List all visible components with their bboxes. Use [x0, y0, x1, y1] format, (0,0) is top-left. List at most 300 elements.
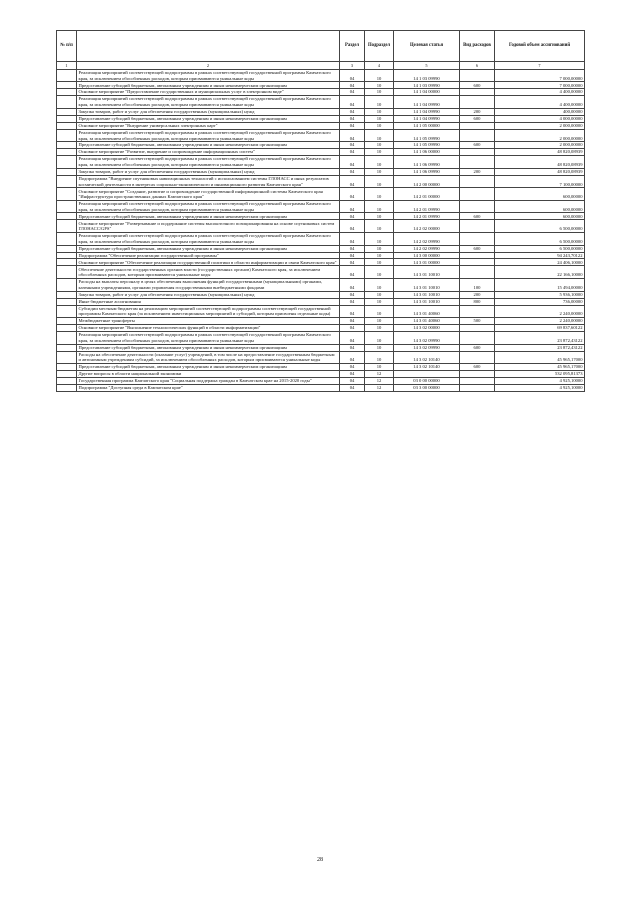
row-subsection: 10 [365, 149, 394, 156]
row-section: 04 [340, 96, 365, 109]
row-name: Расходы на выплаты персоналу в целях обеспечения выполнения функций государственными (муниципальными) органами, казенными учреждениями, органами управления государственными внебюджетными фондами [77, 279, 340, 292]
row-amount: 6 500,00000 [495, 232, 585, 245]
row-target-article: 14 3 01 10010 [394, 266, 460, 279]
row-number [57, 305, 77, 318]
row-subsection: 10 [365, 344, 394, 351]
row-amount: 7 000,00000 [495, 82, 585, 89]
row-amount: 6 500,00000 [495, 220, 585, 233]
row-target-article [394, 371, 460, 378]
row-target-article: 14 1 03 09990 [394, 69, 460, 82]
row-target-article: 03 0 00 00000 [394, 378, 460, 385]
row-target-article: 14 1 05 09990 [394, 129, 460, 142]
row-section: 04 [340, 245, 365, 252]
row-expense-type: 100 [460, 279, 495, 292]
budget-allocation-table [56, 30, 585, 392]
row-amount: 5 936,10000 [495, 291, 585, 298]
row-expense-type [460, 259, 495, 266]
column-number: 3 [340, 62, 365, 69]
row-number [57, 232, 77, 245]
row-section: 04 [340, 149, 365, 156]
table-row [57, 232, 585, 245]
row-expense-type: 600 [460, 115, 495, 122]
row-subsection: 10 [365, 266, 394, 279]
row-subsection: 10 [365, 213, 394, 220]
row-name: Закупка товаров, работ и услуг для обеспечения государственных (муниципальных) нужд [77, 168, 340, 175]
row-expense-type: 600 [460, 142, 495, 149]
table-row [57, 175, 585, 188]
row-amount: 24 406,10000 [495, 259, 585, 266]
row-subsection: 12 [365, 371, 394, 378]
row-amount: 2 000,00000 [495, 122, 585, 129]
row-expense-type [460, 122, 495, 129]
row-expense-type [460, 351, 495, 364]
row-expense-type [460, 149, 495, 156]
row-amount: 7 000,00000 [495, 69, 585, 82]
row-amount: 2 000,00000 [495, 129, 585, 142]
row-section: 04 [340, 115, 365, 122]
row-name: Основное мероприятие "Создание, развитие и сопровождение государственной информационной системы Камчатского края "Инфраструктура пространственных данных Камчатского края" [77, 188, 340, 201]
column-numbers-row [57, 62, 585, 69]
row-name: Реализация мероприятий соответствующей подпрограммы в рамках соответствующей государственной программы Камчатского края, за исключением обособленных расходов, которым присваиваются уникальные коды [77, 96, 340, 109]
row-section: 04 [340, 325, 365, 332]
row-name: Подпрограмма "Обеспечение реализации государственной программы" [77, 252, 340, 259]
table-row [57, 371, 585, 378]
row-amount: 45 965,17000 [495, 351, 585, 364]
header-expense-type: Вид расходов [460, 31, 495, 62]
table-row [57, 69, 585, 82]
row-subsection: 10 [365, 156, 394, 169]
row-number [57, 129, 77, 142]
column-number: 7 [495, 62, 585, 69]
row-name: Предоставление субсидий бюджетным, автономным учреждениям и иным некоммерческим организациям [77, 115, 340, 122]
row-name: Обеспечение деятельности государственных органов власти (государственных органов) Камчатского края, за исключением обособленных расходов, которым присваиваются уникальные коды [77, 266, 340, 279]
row-target-article: 14 1 06 09990 [394, 168, 460, 175]
table-row [57, 266, 585, 279]
column-number: 2 [77, 62, 340, 69]
row-subsection: 10 [365, 122, 394, 129]
row-name: Предоставление субсидий бюджетным, автономным учреждениям и иным некоммерческим организациям [77, 245, 340, 252]
row-name: Реализация мероприятий соответствующей подпрограммы в рамках соответствующей государственной программы Камчатского края, за исключением обособленных расходов, которым присваиваются уникальные коды [77, 156, 340, 169]
row-amount: 2 000,00000 [495, 142, 585, 149]
row-number [57, 188, 77, 201]
table-row [57, 344, 585, 351]
row-name: Подпрограмма "Доступная среда в Камчатском крае" [77, 385, 340, 392]
row-number [57, 149, 77, 156]
table-row [57, 318, 585, 325]
row-section: 04 [340, 332, 365, 345]
row-number [57, 252, 77, 259]
row-amount: 532 095,81373 [495, 371, 585, 378]
row-amount: 23 872,43122 [495, 332, 585, 345]
row-subsection: 12 [365, 378, 394, 385]
row-number [57, 220, 77, 233]
row-section: 04 [340, 89, 365, 96]
row-amount: 4 925,10000 [495, 378, 585, 385]
row-name: Реализация мероприятий соответствующей подпрограммы в рамках соответствующей государственной программы Камчатского края, за исключением обособленных расходов, которым присваиваются уникальные коды [77, 69, 340, 82]
column-number: 5 [394, 62, 460, 69]
row-amount: 22 166,10000 [495, 266, 585, 279]
row-subsection: 10 [365, 232, 394, 245]
table-row [57, 129, 585, 142]
row-number [57, 213, 77, 220]
row-name: Реализация мероприятий соответствующей подпрограммы в рамках соответствующей государственной программы Камчатского края, за исключением обособленных расходов, которым присваиваются уникальные коды [77, 129, 340, 142]
row-expense-type [460, 305, 495, 318]
row-section: 04 [340, 305, 365, 318]
row-target-article: 14 3 01 10010 [394, 298, 460, 305]
table-row [57, 259, 585, 266]
row-subsection: 10 [365, 325, 394, 332]
row-subsection: 10 [365, 69, 394, 82]
row-target-article: 14 3 02 10140 [394, 351, 460, 364]
table-row [57, 351, 585, 364]
table-row [57, 156, 585, 169]
row-target-article: 14 1 03 09990 [394, 82, 460, 89]
column-number: 4 [365, 62, 394, 69]
row-number [57, 69, 77, 82]
row-target-article: 14 2 01 00000 [394, 188, 460, 201]
row-number [57, 122, 77, 129]
row-name: Реализация мероприятий соответствующей подпрограммы в рамках соответствующей государственной программы Камчатского края, за исключением обособленных расходов, которым присваиваются уникальные коды [77, 332, 340, 345]
row-number [57, 82, 77, 89]
row-section: 04 [340, 291, 365, 298]
row-amount: 400,00000 [495, 108, 585, 115]
row-subsection: 10 [365, 82, 394, 89]
row-subsection: 10 [365, 168, 394, 175]
row-name: Основное мероприятие "Развертывание и поддержание системы высокоточного позиционирования на основе спутниковых систем ГЛОНАСС/GPS" [77, 220, 340, 233]
row-amount: 48 820,08939 [495, 149, 585, 156]
row-amount: 600,00000 [495, 188, 585, 201]
row-expense-type [460, 220, 495, 233]
table-row [57, 220, 585, 233]
row-name: Закупка товаров, работ и услуг для обеспечения государственных (муниципальных) нужд [77, 108, 340, 115]
row-target-article: 14 2 01 09990 [394, 213, 460, 220]
row-section: 04 [340, 220, 365, 233]
table-row [57, 332, 585, 345]
row-name: Основное мероприятие "Обеспечение реализации государственной политики в области информатизации и связи Камчатского края" [77, 259, 340, 266]
row-subsection: 10 [365, 252, 394, 259]
table-row [57, 252, 585, 259]
row-section: 04 [340, 200, 365, 213]
row-section: 04 [340, 122, 365, 129]
row-number [57, 298, 77, 305]
row-name: Основное мероприятие "Внедрение универсальных электронных карт" [77, 122, 340, 129]
row-number [57, 378, 77, 385]
row-name: Предоставление субсидий бюджетным, автономным учреждениям и иным некоммерческим организациям [77, 142, 340, 149]
row-expense-type [460, 252, 495, 259]
row-name: Предоставление субсидий бюджетным, автономным учреждениям и иным некоммерческим организациям [77, 213, 340, 220]
row-amount: 2 240,00000 [495, 305, 585, 318]
row-section: 04 [340, 344, 365, 351]
row-section: 04 [340, 351, 365, 364]
row-number [57, 325, 77, 332]
row-section: 04 [340, 252, 365, 259]
row-expense-type: 600 [460, 213, 495, 220]
row-section: 04 [340, 385, 365, 392]
row-expense-type [460, 188, 495, 201]
table-row [57, 122, 585, 129]
row-section: 04 [340, 318, 365, 325]
row-subsection: 10 [365, 142, 394, 149]
row-subsection: 10 [365, 298, 394, 305]
row-subsection: 10 [365, 279, 394, 292]
row-section: 04 [340, 108, 365, 115]
row-subsection: 10 [365, 115, 394, 122]
row-subsection: 10 [365, 332, 394, 345]
table-row [57, 298, 585, 305]
row-name: Подпрограмма "Внедрение спутниковых навигационных технологий с использованием системы ГЛОНАСС и иных результатов космической деятельности в интересах социально-экономического и инновационного развития Камчатского края" [77, 175, 340, 188]
row-target-article: 14 3 00 00000 [394, 252, 460, 259]
row-amount: 48 820,08939 [495, 168, 585, 175]
row-amount: 600,00000 [495, 200, 585, 213]
header-annual-amount: Годовой объем ассигнований [495, 31, 585, 62]
row-name: Иные бюджетные ассигнования [77, 298, 340, 305]
row-expense-type [460, 89, 495, 96]
row-name: Закупка товаров, работ и услуг для обеспечения государственных (муниципальных) нужд [77, 291, 340, 298]
row-subsection: 10 [365, 200, 394, 213]
header-section: Раздел [340, 31, 365, 62]
row-section: 04 [340, 298, 365, 305]
table-row [57, 149, 585, 156]
header-subsection: Подраздел [365, 31, 394, 62]
row-target-article: 14 3 02 09990 [394, 344, 460, 351]
row-amount: 48 820,08939 [495, 156, 585, 169]
row-section: 04 [340, 168, 365, 175]
row-name: Реализация мероприятий соответствующей подпрограммы в рамках соответствующей государственной программы Камчатского края, за исключением обособленных расходов, которым присваиваются уникальные коды [77, 232, 340, 245]
table-row [57, 279, 585, 292]
row-subsection: 10 [365, 259, 394, 266]
row-number [57, 364, 77, 371]
row-expense-type [460, 266, 495, 279]
row-number [57, 332, 77, 345]
row-expense-type: 600 [460, 344, 495, 351]
row-target-article: 14 1 04 09990 [394, 115, 460, 122]
row-amount: 45 965,17000 [495, 364, 585, 371]
row-amount: 2 240,00000 [495, 318, 585, 325]
row-expense-type: 500 [460, 318, 495, 325]
row-subsection: 10 [365, 96, 394, 109]
row-number [57, 371, 77, 378]
row-section: 04 [340, 279, 365, 292]
row-expense-type: 200 [460, 168, 495, 175]
row-section: 04 [340, 188, 365, 201]
table-row [57, 115, 585, 122]
page-number: 28 [317, 857, 323, 863]
row-subsection: 10 [365, 318, 394, 325]
row-subsection: 10 [365, 108, 394, 115]
row-number [57, 142, 77, 149]
row-subsection: 10 [365, 175, 394, 188]
row-number [57, 344, 77, 351]
row-amount: 6 500,00000 [495, 245, 585, 252]
row-name: Основное мероприятие "Выполнение технологических функций в области информатизации" [77, 325, 340, 332]
table-row [57, 385, 585, 392]
row-target-article: 14 3 01 00000 [394, 259, 460, 266]
row-target-article: 03 3 00 00000 [394, 385, 460, 392]
row-section: 04 [340, 175, 365, 188]
row-number [57, 200, 77, 213]
row-section: 04 [340, 364, 365, 371]
header-name [77, 31, 340, 62]
row-amount: 4 400,00000 [495, 89, 585, 96]
row-name: Государственная программа Камчатского края "Социальная поддержка граждан в Камчатском крае на 2015-2020 годы" [77, 378, 340, 385]
row-amount: 15 494,00000 [495, 279, 585, 292]
row-section: 04 [340, 82, 365, 89]
row-section: 04 [340, 371, 365, 378]
row-expense-type [460, 325, 495, 332]
row-section: 04 [340, 232, 365, 245]
row-target-article: 14 1 04 00000 [394, 89, 460, 96]
row-section: 04 [340, 378, 365, 385]
row-name: Другие вопросы в области национальной экономики [77, 371, 340, 378]
row-amount: 600,00000 [495, 213, 585, 220]
row-expense-type: 600 [460, 82, 495, 89]
row-target-article: 14 1 04 09990 [394, 108, 460, 115]
row-section: 04 [340, 142, 365, 149]
table-row [57, 142, 585, 149]
budget-table-container [56, 30, 584, 392]
row-target-article: 14 3 02 10140 [394, 364, 460, 371]
row-subsection: 10 [365, 188, 394, 201]
row-expense-type [460, 371, 495, 378]
column-number: 1 [57, 62, 77, 69]
row-expense-type [460, 69, 495, 82]
row-target-article: 14 3 02 00000 [394, 325, 460, 332]
table-row [57, 291, 585, 298]
row-expense-type: 600 [460, 245, 495, 252]
row-amount: 4 925,10000 [495, 385, 585, 392]
row-target-article: 14 1 05 00000 [394, 122, 460, 129]
row-number [57, 318, 77, 325]
row-subsection: 10 [365, 305, 394, 318]
row-name: Предоставление субсидий бюджетным, автономным учреждениям и иным некоммерческим организациям [77, 364, 340, 371]
table-row [57, 200, 585, 213]
row-subsection: 10 [365, 245, 394, 252]
row-expense-type: 800 [460, 298, 495, 305]
row-section: 04 [340, 259, 365, 266]
row-expense-type [460, 378, 495, 385]
table-row [57, 108, 585, 115]
row-name: Предоставление субсидий бюджетным, автономным учреждениям и иным некоммерческим организациям [77, 344, 340, 351]
table-row [57, 378, 585, 385]
row-name: Реализация мероприятий соответствующей подпрограммы в рамках соответствующей государственной программы Камчатского края, за исключением обособленных расходов, которым присваиваются уникальные коды [77, 200, 340, 213]
row-subsection: 10 [365, 364, 394, 371]
row-number [57, 96, 77, 109]
table-row [57, 325, 585, 332]
row-subsection: 10 [365, 89, 394, 96]
row-expense-type: 200 [460, 291, 495, 298]
table-row [57, 188, 585, 201]
row-target-article: 14 1 04 09990 [394, 96, 460, 109]
row-target-article: 14 2 00 00000 [394, 175, 460, 188]
row-amount: 23 872,43122 [495, 344, 585, 351]
row-number [57, 156, 77, 169]
row-number [57, 89, 77, 96]
row-expense-type [460, 129, 495, 142]
row-section: 04 [340, 69, 365, 82]
row-amount: 94 243,70122 [495, 252, 585, 259]
row-name: Предоставление субсидий бюджетным, автономным учреждениям и иным некоммерческим организациям [77, 82, 340, 89]
row-target-article: 14 2 02 00000 [394, 220, 460, 233]
row-expense-type [460, 156, 495, 169]
table-row [57, 364, 585, 371]
row-number [57, 291, 77, 298]
table-body [57, 69, 585, 391]
column-number: 6 [460, 62, 495, 69]
row-name: Основное мероприятие "Предоставление государственных и муниципальных услуг в электронном виде" [77, 89, 340, 96]
table-row [57, 96, 585, 109]
row-name: Межбюджетные трансферты [77, 318, 340, 325]
row-subsection: 10 [365, 351, 394, 364]
row-number [57, 259, 77, 266]
row-expense-type [460, 232, 495, 245]
row-subsection: 12 [365, 385, 394, 392]
row-name: Субсидии местным бюджетам на реализацию мероприятий соответствующей подпрограммы соответствующей государственной программы Камчатского края (за исключением инвестиционных мероприятий и субсидий, которым присвоены отдельные коды) [77, 305, 340, 318]
table-header-row [57, 31, 585, 62]
row-number [57, 245, 77, 252]
row-amount: 69 837,60122 [495, 325, 585, 332]
row-target-article: 14 3 01 40060 [394, 318, 460, 325]
row-amount: 7 100,00000 [495, 175, 585, 188]
row-name: Основное мероприятие "Развитие, внедрение и сопровождение информационных систем" [77, 149, 340, 156]
table-row [57, 213, 585, 220]
row-number [57, 168, 77, 175]
row-target-article: 14 1 06 09990 [394, 156, 460, 169]
row-target-article: 14 1 06 00000 [394, 149, 460, 156]
row-expense-type: 600 [460, 364, 495, 371]
row-target-article: 14 1 05 09990 [394, 142, 460, 149]
row-number [57, 108, 77, 115]
table-row [57, 168, 585, 175]
row-expense-type [460, 385, 495, 392]
row-section: 04 [340, 156, 365, 169]
table-row [57, 89, 585, 96]
row-number [57, 279, 77, 292]
row-target-article: 14 3 01 40060 [394, 305, 460, 318]
row-target-article: 14 2 02 09990 [394, 232, 460, 245]
row-target-article: 14 2 01 09990 [394, 200, 460, 213]
row-subsection: 10 [365, 129, 394, 142]
row-target-article: 14 3 01 10010 [394, 291, 460, 298]
row-number [57, 115, 77, 122]
table-row [57, 245, 585, 252]
row-number [57, 385, 77, 392]
row-expense-type: 200 [460, 108, 495, 115]
row-name: Расходы на обеспечение деятельности (оказание услуг) учреждений, в том числе на предоставление государственным бюджетным и автономным учреждениям субсидий, за исключением обособленных расходов, которым присваиваются уникальные коды [77, 351, 340, 364]
row-amount: 4 400,00000 [495, 96, 585, 109]
row-subsection: 10 [365, 220, 394, 233]
header-number: № п/п [57, 31, 77, 62]
row-expense-type [460, 200, 495, 213]
row-target-article: 14 3 02 09990 [394, 332, 460, 345]
row-number [57, 351, 77, 364]
header-target-article: Целевая статья [394, 31, 460, 62]
row-section: 04 [340, 213, 365, 220]
row-expense-type [460, 175, 495, 188]
row-number [57, 175, 77, 188]
row-subsection: 10 [365, 291, 394, 298]
row-target-article: 14 2 02 09990 [394, 245, 460, 252]
row-number [57, 266, 77, 279]
row-amount: 736,00000 [495, 298, 585, 305]
row-section: 04 [340, 266, 365, 279]
table-row [57, 82, 585, 89]
row-amount: 4 000,00000 [495, 115, 585, 122]
row-expense-type [460, 96, 495, 109]
table-row [57, 305, 585, 318]
row-expense-type [460, 332, 495, 345]
row-target-article: 14 3 01 10010 [394, 279, 460, 292]
row-section: 04 [340, 129, 365, 142]
